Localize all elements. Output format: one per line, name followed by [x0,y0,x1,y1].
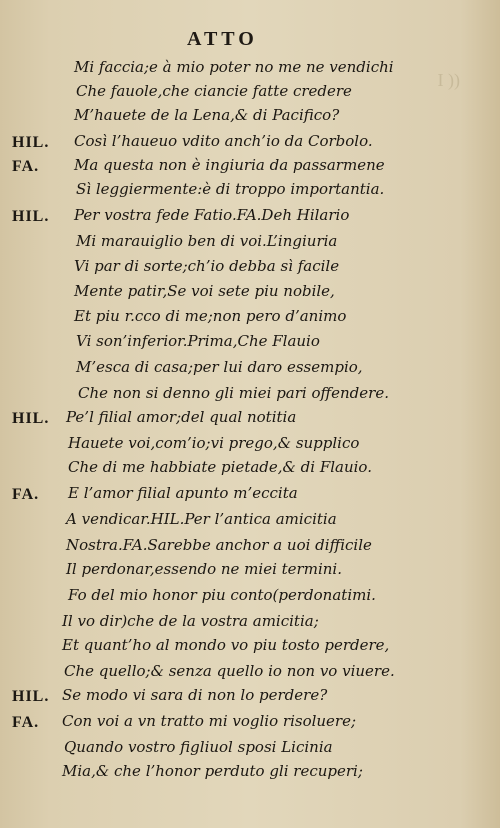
speech-line [0,206,500,231]
speech-line [0,586,500,611]
verse-line-text: Così l’haueuo vdito anch’io da Corbolo. [74,132,373,150]
verse-line-text: Il perdonar,essendo ne miei termini. [66,560,342,578]
verse-line-text: Se modo vi sara di non lo perdere? [62,686,328,704]
speech-line [0,180,500,205]
speech-line [0,232,500,257]
speech-line [0,332,500,357]
speech-line [0,712,500,737]
speech-line [0,307,500,332]
verse-line-text: Nostra.FA.Sarebbe anchor a uoi difficile [66,536,372,554]
speech-line [0,536,500,561]
verse-line-text: M’esca di casa;per lui daro essempio, [76,358,363,376]
verse-line-text: Mente patir,Se voi sete piu nobile, [74,282,335,300]
verse-line-text: Vi par di sorte;ch’io debba sì facile [74,257,340,275]
verse-line-text: Per vostra fede Fatio.FA.Deh Hilario [74,206,350,224]
verse-line-text: A vendicar.HIL.Per l’antica amicitia [66,510,337,528]
speech-line [0,612,500,637]
speech-line [0,738,500,763]
verse-line-text: Fo del mio honor piu conto(perdonatimi. [68,586,376,604]
speaker-label: HIL. [12,208,50,225]
verse-line-text: Hauete voi,com’io;vi prego,& supplico [68,434,360,452]
verse-line-text: Il vo dir)che de la vostra amicitia; [62,612,319,630]
speech-line [0,358,500,383]
verse-line-text: Pe’l filial amor;del qual notitia [66,408,297,426]
speech-line [0,662,500,687]
verse-line-text: Sì leggiermente:è di troppo importantia. [76,180,385,198]
speech-line [0,510,500,535]
verse-line-text: Mia,& che l’honor perduto gli recuperi; [62,762,363,780]
verse-line-text: Con voi a vn tratto mi voglio risoluere; [62,712,357,730]
verse-line-text: E l’amor filial apunto m’eccita [68,484,298,502]
speech-line [0,106,500,131]
speech-line [0,762,500,787]
verse-line-text: M’hauete de la Lena,& di Pacifico? [74,106,340,124]
speech-line [0,82,500,107]
verse-line-text: Che quello;& senza quello io non vo viuere. [64,662,395,680]
speech-line [0,408,500,433]
speech-line [0,257,500,282]
running-head: ATTO [187,28,258,50]
verse-line-text: Quando vostro figliuol sposi Licinia [64,738,333,756]
speech-line [0,636,500,661]
speaker-label: FA. [12,486,40,503]
speech-line [0,156,500,181]
speech-line [0,458,500,483]
speaker-label: HIL. [12,688,50,705]
speech-line [0,686,500,711]
speech-line [0,384,500,409]
verse-line-text: Mi marauiglio ben di voi.L’ingiuria [76,232,338,250]
speech-line [0,484,500,509]
speech-line [0,58,500,83]
verse-line-text: Che fauole,che ciancie fatte credere [76,82,352,100]
verse-line-text: Et quant’ho al mondo vo piu tosto perdere, [62,636,390,654]
speaker-label: HIL. [12,134,50,151]
verse-line-text: Ma questa non è ingiuria da passarmene [74,156,385,174]
speech-line [0,560,500,585]
speech-line [0,434,500,459]
speaker-label: HIL. [12,410,50,427]
bleed-through-marks: I )) [437,70,460,90]
verse-line-text: Che di me habbiate pietade,& di Flauio. [68,458,372,476]
speech-line [0,132,500,157]
verse-line-text: Et piu r.cco di me;non pero d’animo [74,307,347,325]
verse-line-text: Vi son’inferior.Prima,Che Flauio [76,332,320,350]
speaker-label: FA. [12,714,40,731]
speech-line [0,282,500,307]
verse-line-text: Che non si denno gli miei pari offendere. [78,384,389,402]
speaker-label: FA. [12,158,40,175]
verse-line-text: Mi faccia;e à mio poter no me ne vendichi [74,58,394,76]
